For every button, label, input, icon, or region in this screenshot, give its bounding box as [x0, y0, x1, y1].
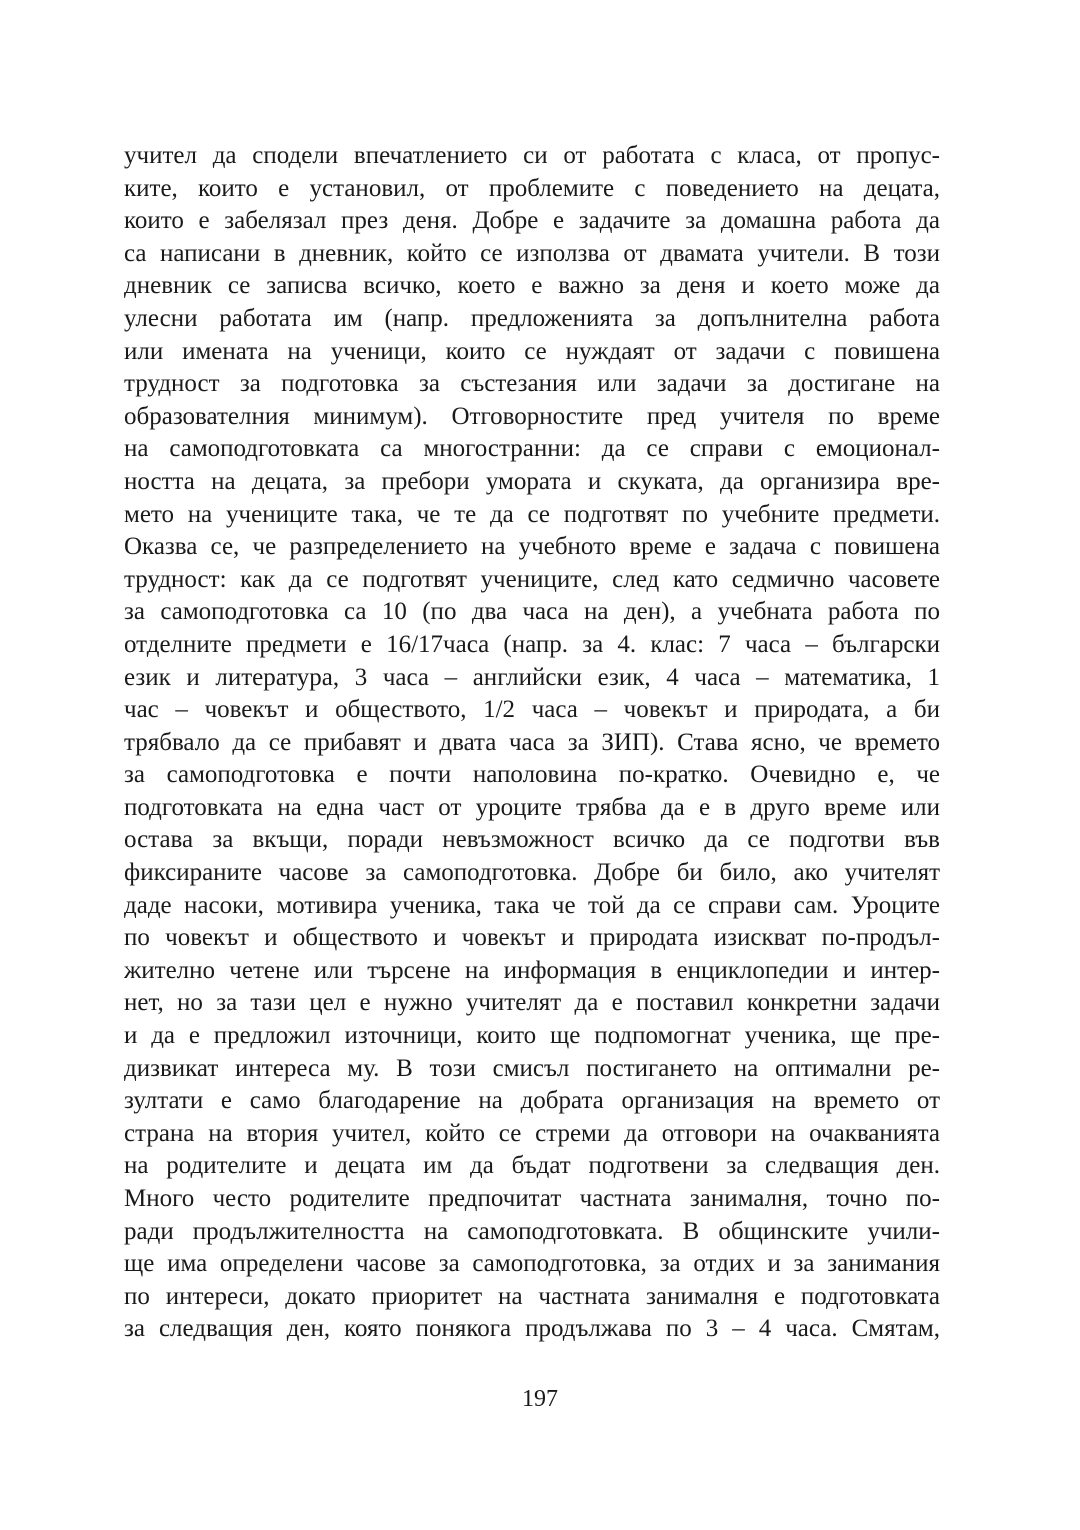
text-line: час – човекът и обществото, 1/2 часа – човекът и природата, а би [124, 696, 940, 724]
text-line: трябвало да се прибавят и двата часа за ЗИП). Става ясно, че времето [124, 728, 940, 756]
text-line: език и литература, 3 часа – английски език, 4 часа – математика, 1 [124, 663, 940, 691]
text-line: на самоподготовката са многостранни: да се справи с емоционал- [124, 435, 940, 463]
text-line: страна на втория учител, който се стреми да отговори на очакванията [124, 1119, 940, 1147]
text-line: ките, които е установил, от проблемите с поведението на децата, [124, 174, 940, 202]
body-text [124, 140, 940, 1346]
text-line: нет, но за тази цел е нужно учителят да е поставил конкретни задачи [124, 989, 940, 1017]
text-line: учител да сподели впечатлението си от работата с класа, от пропус- [124, 142, 940, 169]
text-line: жително четене или търсене на информация в енциклопедии и интер- [124, 956, 940, 984]
text-line: трудност: как да се подготвят учениците, след като седмично часовете [124, 565, 940, 593]
text-line: ността на децата, за пребори умората и скуката, да организира вре- [124, 467, 940, 495]
text-line: отделните предмети е 16/17часа (напр. за 4. клас: 7 часа – български [124, 630, 940, 658]
text-line: по човекът и обществото и човекът и природата изискват по-продъл- [124, 924, 940, 952]
text-line: дневник се записва всичко, което е важно за деня и което може да [124, 272, 940, 300]
text-line: са написани в дневник, който се използва от двамата учители. В този [124, 239, 940, 267]
text-line: или имената на ученици, които се нуждаят от задачи с повишена [124, 337, 940, 365]
text-line: остава за вкъщи, поради невъзможност всичко да се подготви във [124, 826, 940, 854]
text-line: Оказва се, че разпределението на учебното време е задача с повишена [124, 533, 940, 561]
text-line: фиксираните часове за самоподготовка. Добре би било, ако учителят [124, 859, 940, 887]
text-line: даде насоки, мотивира ученика, така че той да се справи сам. Уроците [124, 891, 940, 919]
text-line: трудност за подготовка за състезания или задачи за достигане на [124, 370, 940, 398]
page-number: 197 [522, 1386, 558, 1412]
text-line: мето на учениците така, че те да се подготвят по учебните предмети. [124, 500, 940, 528]
text-line: и да е предложил източници, които ще подпомогнат ученика, ще пре- [124, 1022, 940, 1050]
text-line: за самоподготовка е почти наполовина по-кратко. Очевидно е, че [124, 761, 940, 789]
text-line: подготовката на една част от уроците трябва да е в друго време или [124, 793, 940, 821]
text-line: по интереси, докато приоритет на частната занималня е подготовката [124, 1282, 940, 1310]
text-line: за следващия ден, която понякога продължава по 3 – 4 часа. Смятам, [124, 1315, 940, 1343]
text-line: които е забелязал през деня. Добре е задачите за домашна работа да [124, 207, 940, 235]
text-line: улесни работата им (напр. предложенията за допълнителна работа [124, 304, 940, 332]
text-line: за самоподготовка са 10 (по два часа на ден), а учебната работа по [124, 598, 940, 626]
text-line: на родителите и децата им да бъдат подготвени за следващия ден. [124, 1152, 940, 1180]
text-line: дизвикат интереса му. В този смисъл постигането на оптимални ре- [124, 1054, 940, 1082]
text-line: образователния минимум). Отговорностите пред учителя по време [124, 402, 940, 430]
text-line: зултати е само благодарение на добрата организация на времето от [124, 1087, 940, 1115]
text-line: Много често родителите предпочитат частната занималня, точно по- [124, 1185, 940, 1212]
text-line: ще има определени часове за самоподготовка, за отдих и за занимания [124, 1250, 940, 1278]
text-line: ради продължителността на самоподготовката. В общинските учили- [124, 1217, 940, 1245]
